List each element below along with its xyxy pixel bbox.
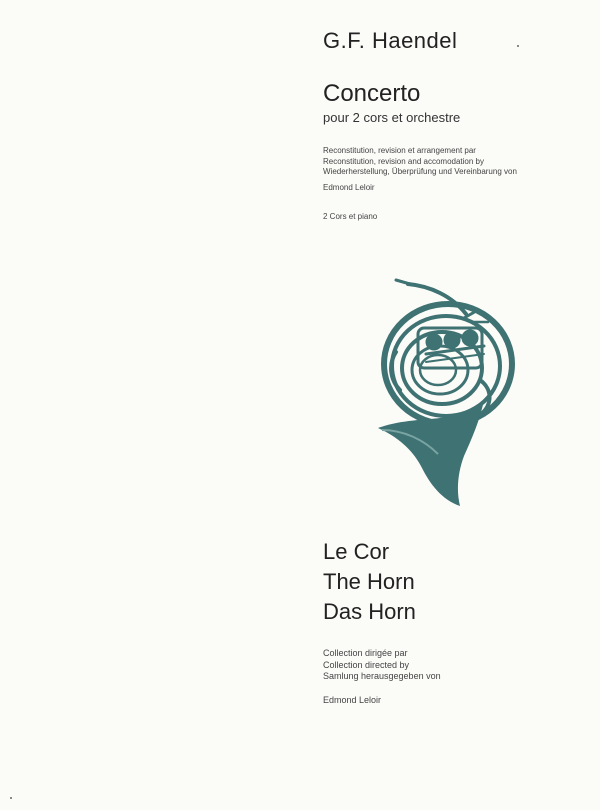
series-title-en: The Horn (323, 569, 415, 594)
collection-editor: Edmond Leloir (323, 694, 382, 705)
arranger-name: Edmond Leloir (323, 182, 375, 192)
collection-line-en: Collection directed by (323, 659, 410, 670)
print-speck (10, 797, 12, 799)
credit-line-fr: Reconstitution, revision et arrangement par (323, 146, 476, 155)
collection-line-fr: Collection dirigée par (323, 648, 408, 658)
collection-line-de: Samlung herausgegeben von (323, 671, 441, 681)
instrumentation: 2 Cors et piano (323, 212, 378, 221)
work-title: Concerto (323, 80, 421, 107)
credit-line-de: Wiederherstellung, Überprüfung und Vereinbarung von (323, 167, 517, 176)
credit-line-en: Reconstitution, revision and accomodation by (323, 156, 484, 166)
collection-credits (323, 648, 441, 706)
series-titles (323, 537, 416, 627)
print-speck (517, 45, 519, 47)
series-title-fr: Le Cor (323, 539, 390, 564)
arrangement-credits (323, 146, 517, 193)
series-title-de: Das Horn (323, 599, 416, 624)
work-subtitle: pour 2 cors et orchestre (323, 110, 461, 125)
composer-name: G.F. Haendel (323, 28, 458, 53)
french-horn-icon (360, 270, 530, 510)
